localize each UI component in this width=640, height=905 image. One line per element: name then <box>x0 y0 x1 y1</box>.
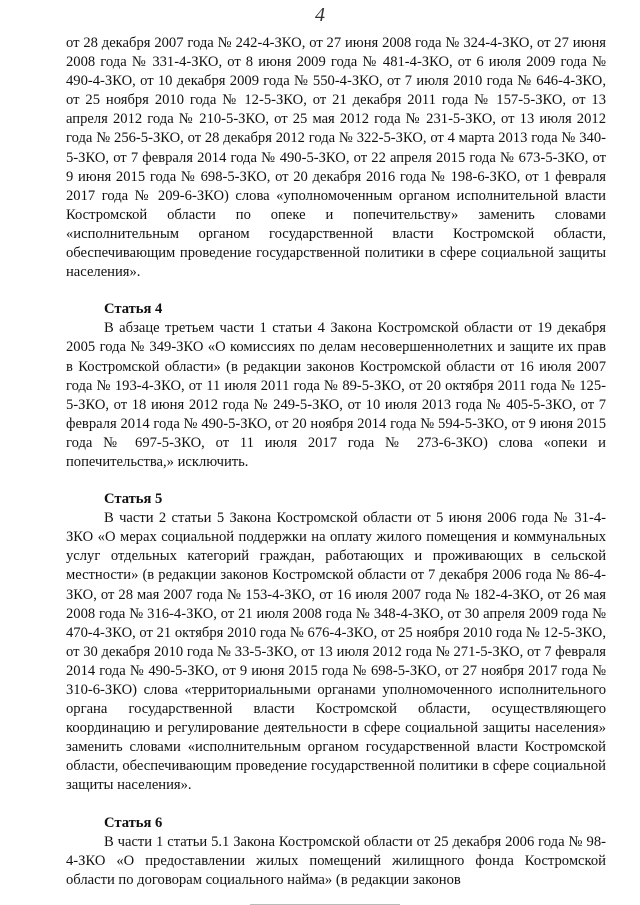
page-number: 4 <box>315 4 325 26</box>
article-4-heading: Статья 4 <box>104 301 163 318</box>
spacer <box>66 796 606 814</box>
spacer <box>66 472 606 490</box>
article-6-text: В части 1 статьи 5.1 Закона Костромской области от 25 декабря 2006 года № 98-4-ЗКО «О предоставлении жилых помещений жилищного фонда Костромской области по договорам социального найма» (в редакции законов <box>66 833 606 888</box>
article-6-heading: Статья 6 <box>104 814 163 831</box>
spacer <box>66 282 606 300</box>
document-body <box>66 34 606 890</box>
article-4-text: В абзаце третьем части 1 статьи 4 Закона Костромской области от 19 декабря 2005 года № 349-ЗКО «О комиссиях по делам несовершеннолетних и защите их прав в Костромской области» (в редакции законов Костромской области от 16 июля 2007 года № 193-4-ЗКО, от 11 июля 2011 года № 89-5-ЗКО, от 20 октября 2011 года № 125-5-ЗКО, от 18 июня 2012 года № 249-5-ЗКО, от 10 июля 2013 года № 405-5-ЗКО, от 7 февраля 2014 года № 490-5-ЗКО, от 20 ноября 2014 года № 594-5-ЗКО, от 9 июня 2015 года № 697-5-ЗКО, от 11 июля 2017 года № 273-6-ЗКО) слова «опеки и попечительства,» исключить. <box>66 320 606 470</box>
article-5-text: В части 2 статьи 5 Закона Костромской области от 5 июня 2006 года № 31-4-ЗКО «О мерах социальной поддержки на оплату жилого помещения и коммунальных услуг отдельных категорий граждан, работающих и проживающих в сельской местности» (в редакции законов Костромской области от 7 декабря 2006 года № 86-4-ЗКО, от 28 мая 2007 года № 153-4-ЗКО, от 16 июля 2007 года № 182-4-ЗКО, от 26 мая 2008 года № 316-4-ЗКО, от 21 июля 2008 года № 348-4-ЗКО, от 30 апреля 2009 года № 470-4-ЗКО, от 21 октября 2010 года № 676-4-ЗКО, от 25 ноября 2010 года № 12-5-ЗКО, от 30 декабря 2010 года № 33-5-ЗКО, от 13 июля 2012 года № 271-5-ЗКО, от 7 февраля 2014 года № 490-5-ЗКО, от 9 июня 2015 года № 698-5-ЗКО, от 27 ноября 2017 года № 310-6-ЗКО) слова «территориальными органами уполномоченного исполнительного органа государственной власти Костромской области, осуществляющего координацию и регулирование деятельности в сфере социальной защиты населения» заменить словами «исполнительным органом государственной власти Костромской области, обеспечивающим проведение государственной политики в сфере социальной защиты населения». <box>66 510 606 794</box>
paragraph-continuation: от 28 декабря 2007 года № 242-4-ЗКО, от 27 июня 2008 года № 324-4-ЗКО, от 27 июня 2008 года № 331-4-ЗКО, от 8 июня 2009 года № 481-4-ЗКО, от 6 июля 2009 года № 490-4-ЗКО, от 10 декабря 2009 года № 550-4-ЗКО, от 7 июля 2010 года № 646-4-ЗКО, от 25 ноября 2010 года № 12-5-ЗКО, от 21 декабря 2011 года № 157-5-ЗКО, от 13 апреля 2012 года № 210-5-ЗКО, от 25 мая 2012 года № 231-5-ЗКО, от 13 июля 2012 года № 256-5-ЗКО, от 28 декабря 2012 года № 322-5-ЗКО, от 4 марта 2013 года № 340-5-ЗКО, от 7 февраля 2014 года № 490-5-ЗКО, от 22 апреля 2015 года № 673-5-ЗКО, от 9 июня 2015 года № 698-5-ЗКО, от 20 декабря 2016 года № 198-6-ЗКО, от 1 февраля 2017 года № 209-6-ЗКО) слова «уполномоченным органом исполнительной власти Костромской области по опеке и попечительству» заменить словами «исполнительным органом государственной власти Костромской области, обеспечивающим проведение государственной политики в сфере социальной защиты населения». <box>66 35 606 281</box>
article-5-heading: Статья 5 <box>104 491 163 508</box>
